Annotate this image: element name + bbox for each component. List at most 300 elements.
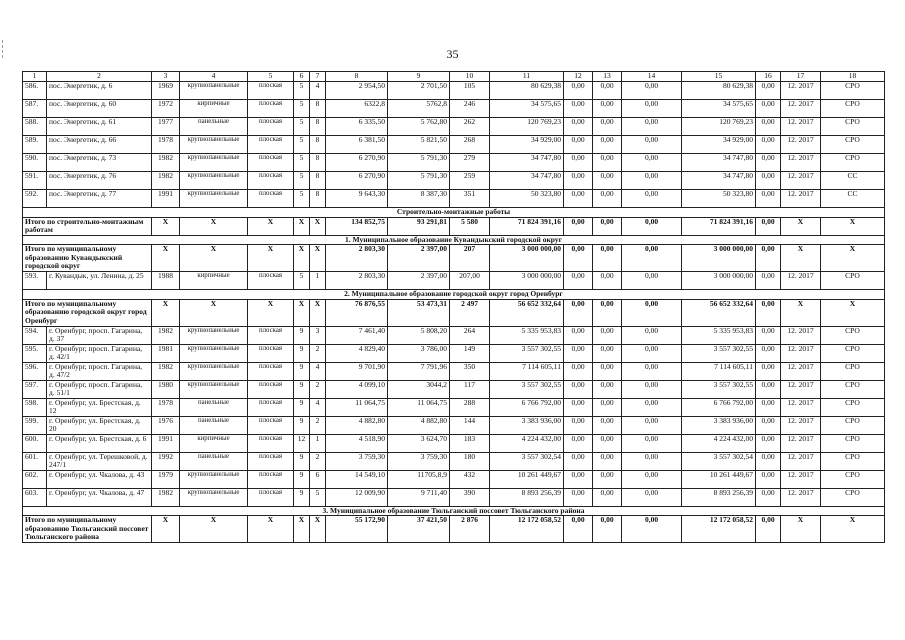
table-cell: 591. bbox=[23, 172, 47, 190]
table-cell: 6 bbox=[310, 470, 326, 488]
total-label: Итого по муниципальному образованию Тюльганский поссовет Тюльганского района bbox=[23, 516, 152, 543]
table-row bbox=[23, 136, 885, 154]
table-cell: 0,00 bbox=[593, 190, 622, 208]
table-cell: 0,00 bbox=[622, 136, 682, 154]
table-cell: плоская bbox=[248, 416, 294, 434]
table-cell: крупнопанельные bbox=[180, 380, 248, 398]
table-row bbox=[23, 326, 885, 344]
table-cell: 592. bbox=[23, 190, 47, 208]
table-cell: 0,00 bbox=[564, 398, 593, 416]
table-cell: 6322,8 bbox=[326, 100, 388, 118]
table-cell: СРО bbox=[821, 154, 885, 172]
table-cell: 11 064,75 bbox=[326, 398, 388, 416]
table-cell: 0,00 bbox=[622, 362, 682, 380]
table-row bbox=[23, 272, 885, 290]
table-cell: 5 bbox=[294, 154, 310, 172]
table-cell: 5 bbox=[294, 100, 310, 118]
table-cell: г. Оренбург, просп. Гагарина, д. 47/2 bbox=[47, 362, 152, 380]
table-cell: 3 383 936,00 bbox=[682, 416, 756, 434]
table-cell: 1982 bbox=[152, 326, 180, 344]
table-cell: 0,00 bbox=[593, 380, 622, 398]
table-cell: 12. 2017 bbox=[781, 416, 821, 434]
table-cell: 603. bbox=[23, 488, 47, 506]
table-cell: СРО bbox=[821, 380, 885, 398]
table-cell: г. Оренбург, ул. Чкалова, д. 47 bbox=[47, 488, 152, 506]
table-cell: 183 bbox=[450, 434, 490, 452]
table-cell: 34 747,80 bbox=[490, 172, 564, 190]
total-cell: X bbox=[781, 245, 821, 272]
total-cell: 0,00 bbox=[593, 299, 622, 326]
table-cell: 1982 bbox=[152, 362, 180, 380]
table-row bbox=[23, 190, 885, 208]
table-cell: 8 bbox=[310, 100, 326, 118]
table-cell: 0,00 bbox=[593, 344, 622, 362]
column-number-cell: 3 bbox=[152, 72, 180, 82]
total-cell: X bbox=[180, 516, 248, 543]
column-number-cell: 4 bbox=[180, 72, 248, 82]
table-cell: 12. 2017 bbox=[781, 272, 821, 290]
table-cell: 600. bbox=[23, 434, 47, 452]
table-cell: плоская bbox=[248, 272, 294, 290]
table-cell: 0,00 bbox=[593, 136, 622, 154]
total-cell: X bbox=[294, 245, 310, 272]
table-cell: 7 791,96 bbox=[388, 362, 450, 380]
total-row bbox=[23, 245, 885, 272]
table-cell: 1978 bbox=[152, 398, 180, 416]
table-cell: 6 335,50 bbox=[326, 118, 388, 136]
total-cell: X bbox=[310, 245, 326, 272]
table-cell: пос. Энергетик, д. 61 bbox=[47, 118, 152, 136]
table-cell: 0,00 bbox=[622, 380, 682, 398]
total-cell: X bbox=[310, 217, 326, 235]
table-cell: 0,00 bbox=[622, 154, 682, 172]
table-cell: 12 009,90 bbox=[326, 488, 388, 506]
table-cell: кирпичные bbox=[180, 434, 248, 452]
table-cell: 0,00 bbox=[593, 172, 622, 190]
table-cell: 0,00 bbox=[756, 272, 781, 290]
table-cell: 4 bbox=[310, 362, 326, 380]
table-cell: крупнопанельные bbox=[180, 154, 248, 172]
total-cell: 71 824 391,16 bbox=[682, 217, 756, 235]
table-cell: 3 bbox=[310, 326, 326, 344]
table-cell: 0,00 bbox=[593, 272, 622, 290]
table-cell: 602. bbox=[23, 470, 47, 488]
column-number-row bbox=[23, 72, 885, 82]
total-cell: 53 473,31 bbox=[388, 299, 450, 326]
table-cell: 1979 bbox=[152, 470, 180, 488]
total-cell: X bbox=[821, 217, 885, 235]
table-cell: 0,00 bbox=[593, 154, 622, 172]
table-cell: 8 893 256,39 bbox=[490, 488, 564, 506]
total-row bbox=[23, 217, 885, 235]
table-cell: 0,00 bbox=[564, 326, 593, 344]
table-row bbox=[23, 416, 885, 434]
table-cell: 0,00 bbox=[593, 100, 622, 118]
table-cell: 2 397,00 bbox=[388, 272, 450, 290]
column-number-cell: 11 bbox=[490, 72, 564, 82]
column-number-cell: 10 bbox=[450, 72, 490, 82]
table-cell: 1991 bbox=[152, 434, 180, 452]
table-cell: 9 711,40 bbox=[388, 488, 450, 506]
column-number-cell: 6 bbox=[294, 72, 310, 82]
table-cell: 0,00 bbox=[564, 362, 593, 380]
table-cell: г. Оренбург, просп. Гагарина, д. 51/1 bbox=[47, 380, 152, 398]
total-row bbox=[23, 299, 885, 326]
total-cell: X bbox=[180, 299, 248, 326]
table-cell: 4 882,80 bbox=[388, 416, 450, 434]
table-cell: 8 bbox=[310, 190, 326, 208]
table-cell: 6 766 792,00 bbox=[490, 398, 564, 416]
total-cell: X bbox=[248, 217, 294, 235]
table-cell: 2 bbox=[310, 416, 326, 434]
table-cell: г. Оренбург, ул. Терешковой, д. 247/1 bbox=[47, 452, 152, 470]
table-cell: 34 747,80 bbox=[682, 154, 756, 172]
table-cell: плоская bbox=[248, 118, 294, 136]
section-heading-row bbox=[23, 208, 885, 218]
table-cell: 1982 bbox=[152, 488, 180, 506]
table-cell: панельные bbox=[180, 398, 248, 416]
table-cell: 3 786,00 bbox=[388, 344, 450, 362]
table-cell: СРО bbox=[821, 326, 885, 344]
table-cell: 34 575,65 bbox=[490, 100, 564, 118]
total-label: Итого по муниципальному образованию Кувандыкский городской округ bbox=[23, 245, 152, 272]
table-cell: 0,00 bbox=[564, 154, 593, 172]
table-cell: 587. bbox=[23, 100, 47, 118]
table-cell: 288 bbox=[450, 398, 490, 416]
table-cell: 34 929,00 bbox=[490, 136, 564, 154]
total-cell: X bbox=[310, 516, 326, 543]
table-cell: 0,00 bbox=[564, 380, 593, 398]
total-cell: X bbox=[152, 299, 180, 326]
table-cell: 9 bbox=[294, 398, 310, 416]
table-cell: 1982 bbox=[152, 154, 180, 172]
table-cell: 9 701,90 bbox=[326, 362, 388, 380]
table-cell: 8 bbox=[310, 172, 326, 190]
table-cell: 8 bbox=[310, 154, 326, 172]
table-cell: СРО bbox=[821, 100, 885, 118]
table-cell: 0,00 bbox=[622, 272, 682, 290]
table-cell: 3 557 302,55 bbox=[682, 344, 756, 362]
table-cell: 34 747,80 bbox=[490, 154, 564, 172]
table-cell: плоская bbox=[248, 362, 294, 380]
table-cell: 351 bbox=[450, 190, 490, 208]
table-cell: 0,00 bbox=[593, 362, 622, 380]
column-number-cell: 8 bbox=[326, 72, 388, 82]
total-cell: 0,00 bbox=[593, 245, 622, 272]
table-cell: 4 bbox=[310, 398, 326, 416]
section-heading: Строительно-монтажные работы bbox=[23, 208, 885, 218]
table-cell: 117 bbox=[450, 380, 490, 398]
table-cell: пос. Энергетик, д. 66 bbox=[47, 136, 152, 154]
total-cell: 12 172 058,52 bbox=[682, 516, 756, 543]
column-number-cell: 5 bbox=[248, 72, 294, 82]
table-cell: 264 bbox=[450, 326, 490, 344]
total-cell: 56 652 332,64 bbox=[682, 299, 756, 326]
total-cell: 2 876 bbox=[450, 516, 490, 543]
total-cell: 56 652 332,64 bbox=[490, 299, 564, 326]
table-cell: 1991 bbox=[152, 190, 180, 208]
table-cell: 1978 bbox=[152, 136, 180, 154]
table-cell: 2 701,50 bbox=[388, 82, 450, 100]
table-cell: 3 557 302,54 bbox=[682, 452, 756, 470]
table-cell: пос. Энергетик, д. 73 bbox=[47, 154, 152, 172]
table-cell: 1980 bbox=[152, 380, 180, 398]
total-cell: 12 172 058,52 bbox=[490, 516, 564, 543]
total-cell: 3 000 000,00 bbox=[682, 245, 756, 272]
table-cell: 0,00 bbox=[564, 434, 593, 452]
table-cell: 8 893 256,39 bbox=[682, 488, 756, 506]
table-cell: 598. bbox=[23, 398, 47, 416]
capital-repair-table bbox=[22, 71, 885, 543]
total-cell: X bbox=[821, 299, 885, 326]
table-cell: 7 461,40 bbox=[326, 326, 388, 344]
total-label: Итого по муниципальному образованию городской округ город Оренбург bbox=[23, 299, 152, 326]
table-cell: 0,00 bbox=[593, 398, 622, 416]
table-cell: 0,00 bbox=[622, 172, 682, 190]
table-cell: 1982 bbox=[152, 172, 180, 190]
table-cell: 0,00 bbox=[756, 344, 781, 362]
total-cell: 5 580 bbox=[450, 217, 490, 235]
table-cell: 5 bbox=[294, 82, 310, 100]
table-cell: плоская bbox=[248, 344, 294, 362]
table-cell: г. Оренбург, просп. Гагарина, д. 42/1 bbox=[47, 344, 152, 362]
table-cell: 80 629,38 bbox=[490, 82, 564, 100]
table-cell: 12. 2017 bbox=[781, 82, 821, 100]
table-cell: 12. 2017 bbox=[781, 154, 821, 172]
total-cell: 76 876,55 bbox=[326, 299, 388, 326]
table-cell: 120 769,23 bbox=[490, 118, 564, 136]
table-cell: 0,00 bbox=[756, 470, 781, 488]
table-cell: плоская bbox=[248, 154, 294, 172]
table-cell: 3 624,70 bbox=[388, 434, 450, 452]
table-cell: 0,00 bbox=[593, 488, 622, 506]
page-number: 35 bbox=[446, 47, 459, 61]
total-cell: 3 000 000,00 bbox=[490, 245, 564, 272]
table-cell: 2 bbox=[310, 452, 326, 470]
table-cell: 5 335 953,83 bbox=[682, 326, 756, 344]
table-cell: крупнопанельные bbox=[180, 344, 248, 362]
table-cell: г. Оренбург, просп. Гагарина, д. 37 bbox=[47, 326, 152, 344]
table-cell: 0,00 bbox=[756, 362, 781, 380]
table-row bbox=[23, 362, 885, 380]
table-cell: г. Оренбург, ул. Брестская, д. 6 bbox=[47, 434, 152, 452]
table-cell: 0,00 bbox=[622, 118, 682, 136]
table-cell: 0,00 bbox=[756, 380, 781, 398]
table-cell: 5762,8 bbox=[388, 100, 450, 118]
table-cell: 12. 2017 bbox=[781, 380, 821, 398]
column-number-cell: 17 bbox=[781, 72, 821, 82]
table-cell: 0,00 bbox=[593, 326, 622, 344]
table-cell: 4 099,10 bbox=[326, 380, 388, 398]
table-cell: 0,00 bbox=[756, 100, 781, 118]
table-cell: 0,00 bbox=[564, 452, 593, 470]
table-cell: 8 bbox=[310, 118, 326, 136]
table-cell: 12. 2017 bbox=[781, 434, 821, 452]
table-cell: крупнопанельные bbox=[180, 172, 248, 190]
table-cell: 1988 bbox=[152, 272, 180, 290]
table-cell: 0,00 bbox=[622, 470, 682, 488]
column-number-cell: 2 bbox=[47, 72, 152, 82]
table-row bbox=[23, 380, 885, 398]
table-cell: 12. 2017 bbox=[781, 190, 821, 208]
table-cell: 259 bbox=[450, 172, 490, 190]
table-cell: 4 bbox=[310, 82, 326, 100]
section-heading: 3. Муниципальное образование Тюльганский поссовет Тюльганского района bbox=[23, 506, 885, 516]
table-cell: 0,00 bbox=[622, 100, 682, 118]
table-cell: 12. 2017 bbox=[781, 100, 821, 118]
table-cell: СРО bbox=[821, 344, 885, 362]
column-number-cell: 15 bbox=[682, 72, 756, 82]
table-cell: 149 bbox=[450, 344, 490, 362]
table-cell: 5 821,50 bbox=[388, 136, 450, 154]
table-cell: 34 929,00 bbox=[682, 136, 756, 154]
table-cell: 3044,2 bbox=[388, 380, 450, 398]
table-cell: 12. 2017 bbox=[781, 344, 821, 362]
table-row bbox=[23, 118, 885, 136]
table-cell: 8 bbox=[310, 136, 326, 154]
column-number-cell: 12 bbox=[564, 72, 593, 82]
table-cell: крупнопанельные bbox=[180, 470, 248, 488]
table-cell: 0,00 bbox=[756, 154, 781, 172]
table-cell: 0,00 bbox=[564, 488, 593, 506]
table-cell: 594. bbox=[23, 326, 47, 344]
table-cell: 0,00 bbox=[593, 416, 622, 434]
table-cell: 5 791,30 bbox=[388, 154, 450, 172]
table-cell: 34 747,80 bbox=[682, 172, 756, 190]
table-cell: 0,00 bbox=[756, 190, 781, 208]
total-cell: X bbox=[248, 516, 294, 543]
total-cell: 0,00 bbox=[564, 516, 593, 543]
table-cell: 0,00 bbox=[564, 100, 593, 118]
table-cell: 7 114 605,11 bbox=[682, 362, 756, 380]
total-cell: 55 172,90 bbox=[326, 516, 388, 543]
table-cell: 0,00 bbox=[564, 172, 593, 190]
table-cell: 350 bbox=[450, 362, 490, 380]
table-cell: 0,00 bbox=[593, 452, 622, 470]
table-cell: 246 bbox=[450, 100, 490, 118]
table-cell: 12. 2017 bbox=[781, 362, 821, 380]
table-cell: 596. bbox=[23, 362, 47, 380]
total-cell: X bbox=[310, 299, 326, 326]
table-cell: СРО bbox=[821, 398, 885, 416]
table-cell: 599. bbox=[23, 416, 47, 434]
section-heading-row bbox=[23, 290, 885, 300]
table-cell: плоская bbox=[248, 190, 294, 208]
total-cell: X bbox=[821, 516, 885, 543]
table-cell: 3 557 302,55 bbox=[682, 380, 756, 398]
total-label: Итого по строительно-монтажным работам bbox=[23, 217, 152, 235]
table-cell: 12. 2017 bbox=[781, 326, 821, 344]
table-cell: 593. bbox=[23, 272, 47, 290]
total-cell: X bbox=[248, 299, 294, 326]
table-cell: крупнопанельные bbox=[180, 362, 248, 380]
table-cell: СРО bbox=[821, 136, 885, 154]
table-row bbox=[23, 344, 885, 362]
table-cell: 601. bbox=[23, 452, 47, 470]
total-cell: 134 852,75 bbox=[326, 217, 388, 235]
table-cell: плоская bbox=[248, 82, 294, 100]
table-cell: 3 557 302,55 bbox=[490, 344, 564, 362]
table-cell: крупнопанельные bbox=[180, 190, 248, 208]
total-cell: X bbox=[248, 245, 294, 272]
table-cell: 4 882,80 bbox=[326, 416, 388, 434]
table-cell: 180 bbox=[450, 452, 490, 470]
table-cell: СРО bbox=[821, 82, 885, 100]
total-cell: 71 824 391,16 bbox=[490, 217, 564, 235]
table-cell: 0,00 bbox=[622, 416, 682, 434]
table-row bbox=[23, 100, 885, 118]
total-cell: 0,00 bbox=[564, 217, 593, 235]
table-cell: 0,00 bbox=[756, 398, 781, 416]
total-cell: 0,00 bbox=[622, 299, 682, 326]
table-cell: 590. bbox=[23, 154, 47, 172]
table-cell: 1981 bbox=[152, 344, 180, 362]
table-cell: 3 000 000,00 bbox=[490, 272, 564, 290]
table-cell: 9 bbox=[294, 362, 310, 380]
table-cell: 120 769,23 bbox=[682, 118, 756, 136]
total-cell: X bbox=[821, 245, 885, 272]
total-cell: X bbox=[294, 299, 310, 326]
table-cell: 1 bbox=[310, 272, 326, 290]
table-cell: 1992 bbox=[152, 452, 180, 470]
table-cell: 11705,8,9 bbox=[388, 470, 450, 488]
total-cell: 0,00 bbox=[564, 299, 593, 326]
table-cell: 1 bbox=[310, 434, 326, 452]
table-cell: 0,00 bbox=[756, 172, 781, 190]
table-row bbox=[23, 488, 885, 506]
table-cell: 12. 2017 bbox=[781, 488, 821, 506]
table-cell: 0,00 bbox=[622, 82, 682, 100]
section-heading-row bbox=[23, 235, 885, 245]
table-cell: 0,00 bbox=[622, 326, 682, 344]
table-cell: СРО bbox=[821, 416, 885, 434]
total-cell: 0,00 bbox=[593, 217, 622, 235]
table-cell: плоская bbox=[248, 452, 294, 470]
total-cell: 2 497 bbox=[450, 299, 490, 326]
table-cell: 0,00 bbox=[622, 190, 682, 208]
table-cell: 5 bbox=[310, 488, 326, 506]
table-cell: плоская bbox=[248, 470, 294, 488]
table-cell: СРО bbox=[821, 488, 885, 506]
table-cell: 595. bbox=[23, 344, 47, 362]
table-cell: СРО bbox=[821, 452, 885, 470]
table-cell: 144 bbox=[450, 416, 490, 434]
table-cell: 207,00 bbox=[450, 272, 490, 290]
column-number-cell: 16 bbox=[756, 72, 781, 82]
total-cell: X bbox=[294, 217, 310, 235]
table-cell: 9 bbox=[294, 380, 310, 398]
section-heading: 1. Муниципальное образование Кувандыкский городской округ bbox=[23, 235, 885, 245]
table-row bbox=[23, 82, 885, 100]
table-cell: СС bbox=[821, 172, 885, 190]
total-cell: X bbox=[180, 245, 248, 272]
table-cell: 5 808,20 bbox=[388, 326, 450, 344]
table-cell: 4 224 432,00 bbox=[682, 434, 756, 452]
total-cell: 0,00 bbox=[564, 245, 593, 272]
table-cell: СРО bbox=[821, 118, 885, 136]
table-cell: 10 261 449,67 bbox=[682, 470, 756, 488]
table-cell: СРО bbox=[821, 272, 885, 290]
table-cell: 12. 2017 bbox=[781, 470, 821, 488]
total-cell: 0,00 bbox=[756, 245, 781, 272]
table-cell: 268 bbox=[450, 136, 490, 154]
total-row bbox=[23, 516, 885, 543]
table-row bbox=[23, 172, 885, 190]
table-cell: г. Оренбург, ул. Брестская, д. 20 bbox=[47, 416, 152, 434]
table-cell: 1976 bbox=[152, 416, 180, 434]
table-row bbox=[23, 470, 885, 488]
table-cell: 12. 2017 bbox=[781, 136, 821, 154]
